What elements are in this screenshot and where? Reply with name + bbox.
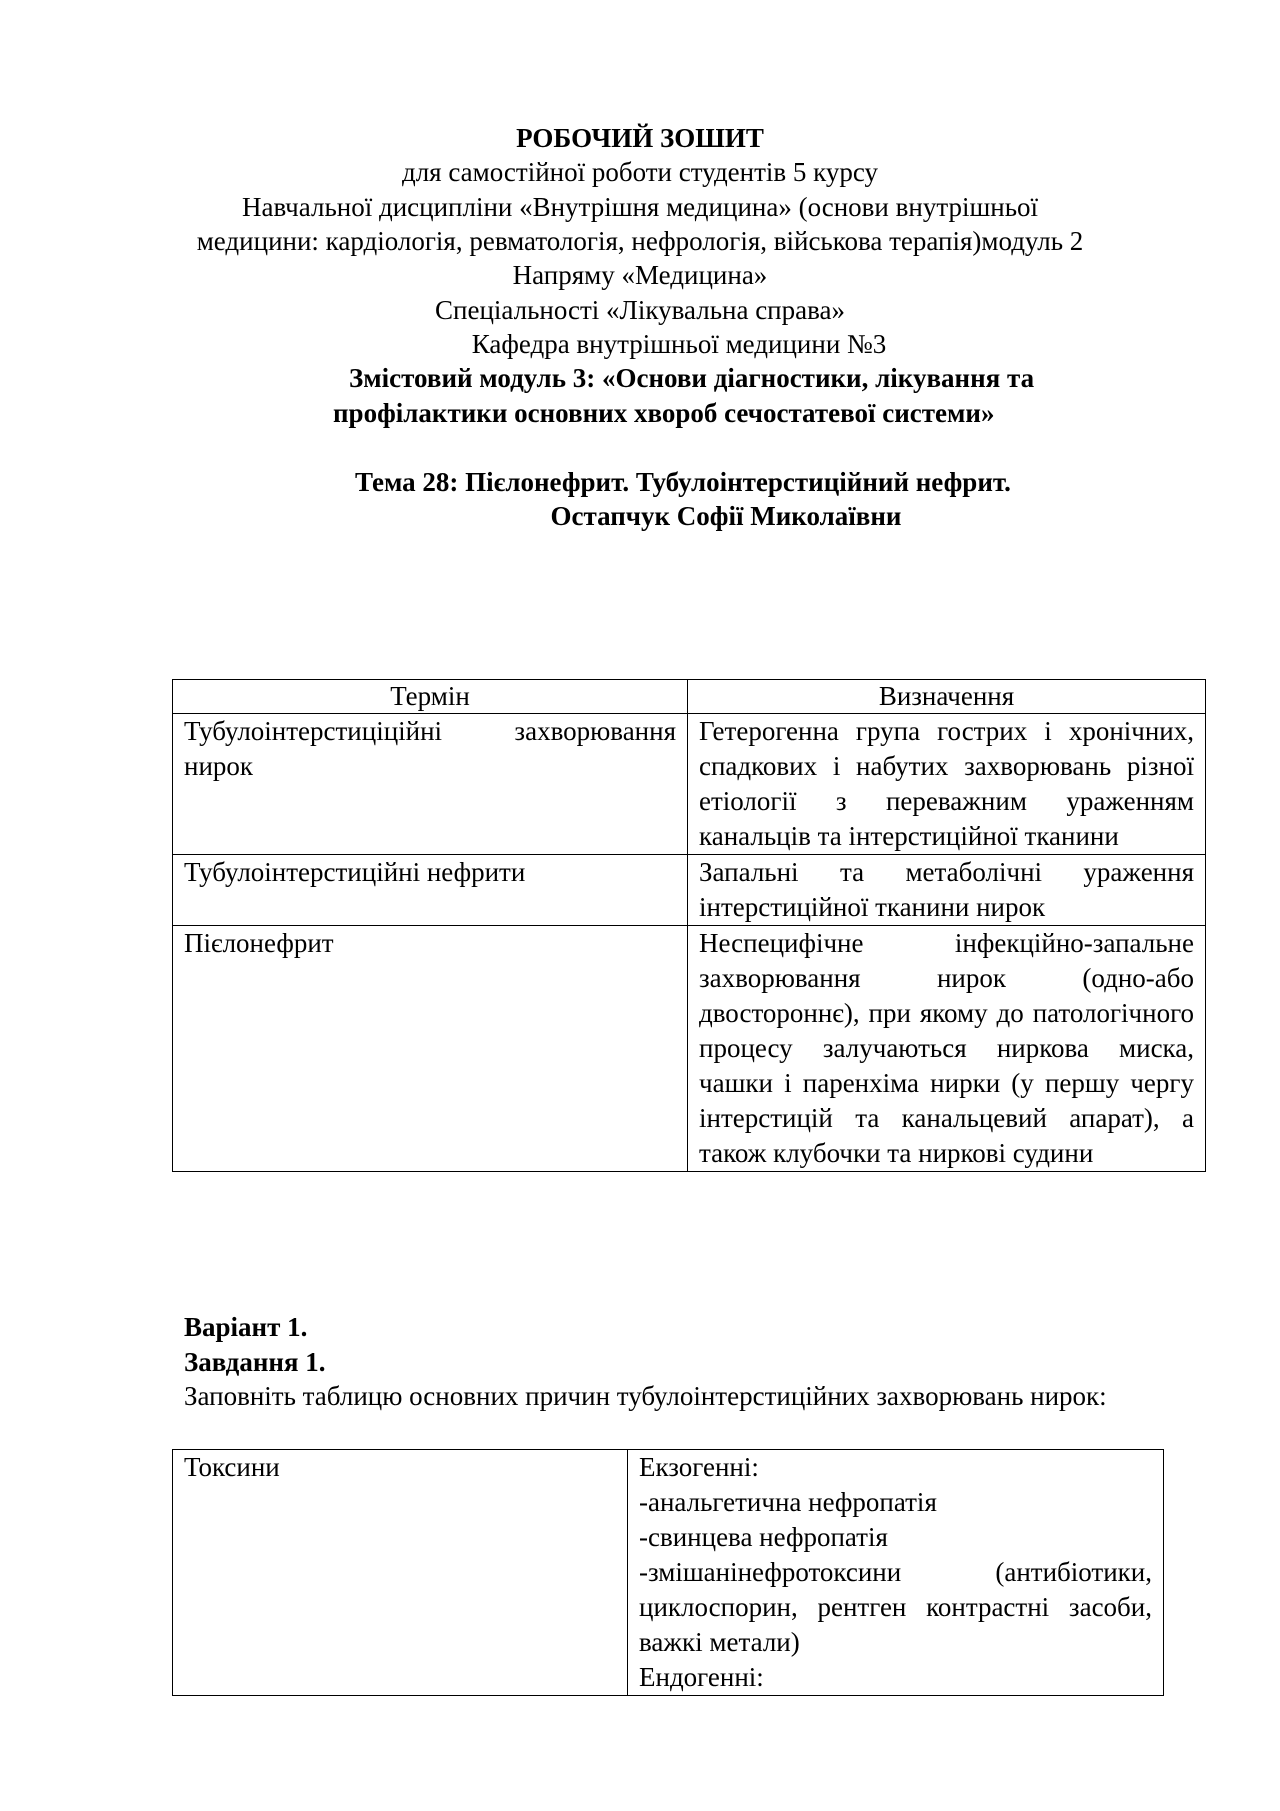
table-row [173,714,1206,855]
detail-line: -змішанінефротоксини (антибіотики, циклоспорин, рентген контрастні засоби, важкі метали) [639,1557,1152,1657]
student-name: Остапчук Софії Миколаївни [550,501,902,531]
causes-table [172,1449,1164,1696]
module-title-line-1: Змістовий модуль 3: «Основи діагностики, лікування та [349,363,1035,393]
specialty-line: Спеціальності «Лікувальна справа» [435,295,845,325]
direction-line: Напряму «Медицина» [512,260,768,290]
definition-cell: Запальні та метаболічні ураження інтерстиційної тканини нирок [688,855,1206,926]
detail-line: -анальгетична нефропатія [639,1487,937,1517]
task-instruction: Заповніть таблицю основних причин тубулоінтерстиційних захворювань нирок: [184,1381,1107,1411]
department-line: Кафедра внутрішньої медицини №3 [471,329,887,359]
table-row [173,1450,1164,1696]
term-cell: Тубулоінтерстиціційні захворювання нирок [173,714,688,855]
task-heading: Завдання 1. [184,1347,326,1377]
column-header-term: Термін [173,680,688,714]
column-header-definition: Визначення [688,680,1206,714]
term-cell: Тубулоінтерстиційні нефрити [173,855,688,926]
term-cell: Пієлонефрит [173,926,688,1172]
definition-cell: Гетерогенна група гострих і хронічних, спадкових і набутих захворювань різної етіології з переважним ураженням канальців та інтерстиційної тканини [688,714,1206,855]
table-row [173,855,1206,926]
cause-details-cell [628,1450,1164,1696]
discipline-line-2: медицини: кардіологія, ревматологія, нефрологія, військова терапія)модуль 2 [196,226,1084,256]
table-header-row [173,680,1206,714]
document-title: РОБОЧИЙ ЗОШИТ [516,123,764,153]
detail-line: -свинцева нефропатія [639,1522,888,1552]
definitions-table [172,679,1206,1172]
table-row [173,926,1206,1172]
cause-cell: Токсини [173,1450,628,1696]
subtitle-line: для самостійної роботи студентів 5 курсу [401,157,879,187]
detail-line: Ендогенні: [639,1662,764,1692]
module-title-line-2: профілактики основних хвороб сечостатевої системи» [333,398,995,428]
variant-heading: Варіант 1. [184,1312,308,1342]
definition-cell: Неспецифічне інфекційно-запальне захворювання нирок (одно-або двостороннє), при якому до патологічного процесу залучаються ниркова миска, чашки і паренхіма нирки (у першу чергу інтерстицій та канальцевий апарат), а також клубочки та ниркові судини [688,926,1206,1172]
discipline-line: Навчальної дисципліни «Внутрішня медицина» (основи внутрішньої [241,192,1039,222]
detail-line: Екзогенні: [639,1452,759,1482]
topic-title: Тема 28: Пієлонефрит. Тубулоінтерстиційний нефрит. [355,467,1011,497]
